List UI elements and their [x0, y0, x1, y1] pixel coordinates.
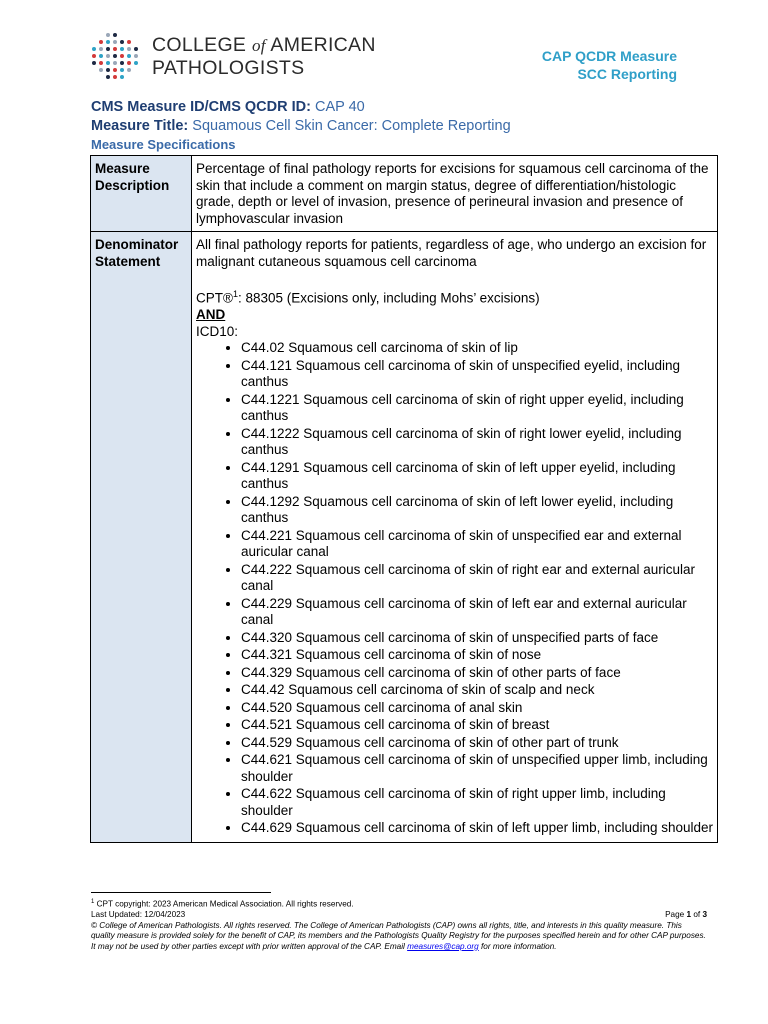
icd10-code-item: • C44.1221 Squamous cell carcinoma of skin of right upper eyelid, including canthus [241, 392, 713, 425]
icd10-code-item: • C44.320 Squamous cell carcinoma of skin of unspecified parts of face [241, 630, 713, 647]
denominator-statement-content [192, 232, 718, 843]
measure-description-text: Percentage of final pathology reports for excisions for squamous cell carcinoma of the skin that include a comment on margin status, degree of differentiation/histologic grade, depth or level of invasion, presence of perineural invasion and presence of lymphovascular invasion [192, 156, 718, 232]
icd10-code-item: • C44.529 Squamous cell carcinoma of skin of other part of trunk [241, 735, 713, 752]
icd10-code-item: • C44.229 Squamous cell carcinoma of skin of left ear and external auricular canal [241, 596, 713, 629]
icd10-code-item: • C44.221 Squamous cell carcinoma of skin of unspecified ear and external auricular canal [241, 528, 713, 561]
header-measure-label: CAP QCDR Measure SCC Reporting [541, 48, 677, 82]
last-updated: Last Updated: 12/04/2023 [91, 910, 186, 920]
denominator-statement-label: Denominator Statement [91, 232, 192, 843]
copyright-notice: © College of American Pathologists. All rights reserved. The College of American Pathologists (CAP) owns all rights, title, and interests in this quality measure. This quality measure is provided solely for the benefit of CAP, its members and the Pathologists Quality Registry for the purposes specified herein and for other CAP purposes. It may not be used by other parties except with prior written approval of the CAP. Email measures@cap.org for more information. [91, 920, 706, 951]
denominator-statement-text: All final pathology reports for patients, regardless of age, who undergo an excision for malignant cutaneous squamous cell carcinoma [196, 237, 707, 269]
cap-logo [90, 31, 376, 81]
icd10-code-item: • C44.1291 Squamous cell carcinoma of skin of left upper eyelid, including canthus [241, 460, 713, 493]
icd10-label: ICD10: [196, 323, 239, 339]
icd10-code-item: • C44.520 Squamous cell carcinoma of anal skin [241, 700, 713, 717]
icd10-code-item: • C44.1222 Squamous cell carcinoma of skin of right lower eyelid, including canthus [241, 426, 713, 459]
email-link[interactable]: measures@cap.org [407, 941, 479, 951]
page-number: Page 1 of 3 [665, 910, 707, 920]
measure-id-line: CMS Measure ID/CMS QCDR ID: CAP 40 [91, 99, 365, 115]
measure-title-line: Measure Title: Squamous Cell Skin Cancer: Complete Reporting [91, 118, 511, 134]
icd10-code-item: • C44.629 Squamous cell carcinoma of skin of left upper limb, including shoulder [241, 820, 713, 837]
denominator-statement-row [91, 232, 718, 843]
cpt-line: CPT®$^1$: 88305 (Excisions only, including Mohs’ excisions) [196, 289, 540, 306]
and-label: AND [196, 307, 226, 322]
icd10-code-item: • C44.321 Squamous cell carcinoma of skin of nose [241, 647, 713, 664]
page-footer [91, 897, 707, 952]
icd10-code-list [196, 340, 713, 837]
icd10-code-item: • C44.521 Squamous cell carcinoma of skin of breast [241, 717, 713, 734]
icd10-code-item: • C44.329 Squamous cell carcinoma of skin of other parts of face [241, 665, 713, 682]
icd10-code-item: • C44.622 Squamous cell carcinoma of skin of right upper limb, including shoulder [241, 786, 713, 819]
icd10-code-item: • C44.42 Squamous cell carcinoma of skin of scalp and neck [241, 682, 713, 699]
measure-description-label: Measure Description [91, 156, 192, 232]
org-name-line1: COLLEGE of AMERICAN [152, 33, 376, 56]
measure-description-row [91, 156, 718, 232]
footnote-divider [91, 892, 271, 893]
footer-row [91, 910, 707, 921]
icd10-code-item: • C44.121 Squamous cell carcinoma of skin of unspecified eyelid, including canthus [241, 358, 713, 391]
org-name-line2: PATHOLOGISTS [152, 56, 305, 79]
measure-spec-table [90, 155, 718, 843]
icd10-code-item: • C44.02 Squamous cell carcinoma of skin of lip [241, 340, 713, 357]
footnote-cpt: $^1$ CPT copyright: 2023 American Medical Association. All rights reserved. [91, 899, 354, 909]
icd10-code-item: • C44.1292 Squamous cell carcinoma of skin of left lower eyelid, including canthus [241, 494, 713, 527]
icd10-code-item: • C44.621 Squamous cell carcinoma of skin of unspecified upper limb, including shoulder [241, 752, 713, 785]
icd10-code-item: • C44.222 Squamous cell carcinoma of skin of right ear and external auricular canal [241, 562, 713, 595]
measure-specifications-heading: Measure Specifications [91, 137, 236, 152]
logo-dot-mark-icon [90, 31, 142, 81]
org-name [152, 34, 376, 79]
